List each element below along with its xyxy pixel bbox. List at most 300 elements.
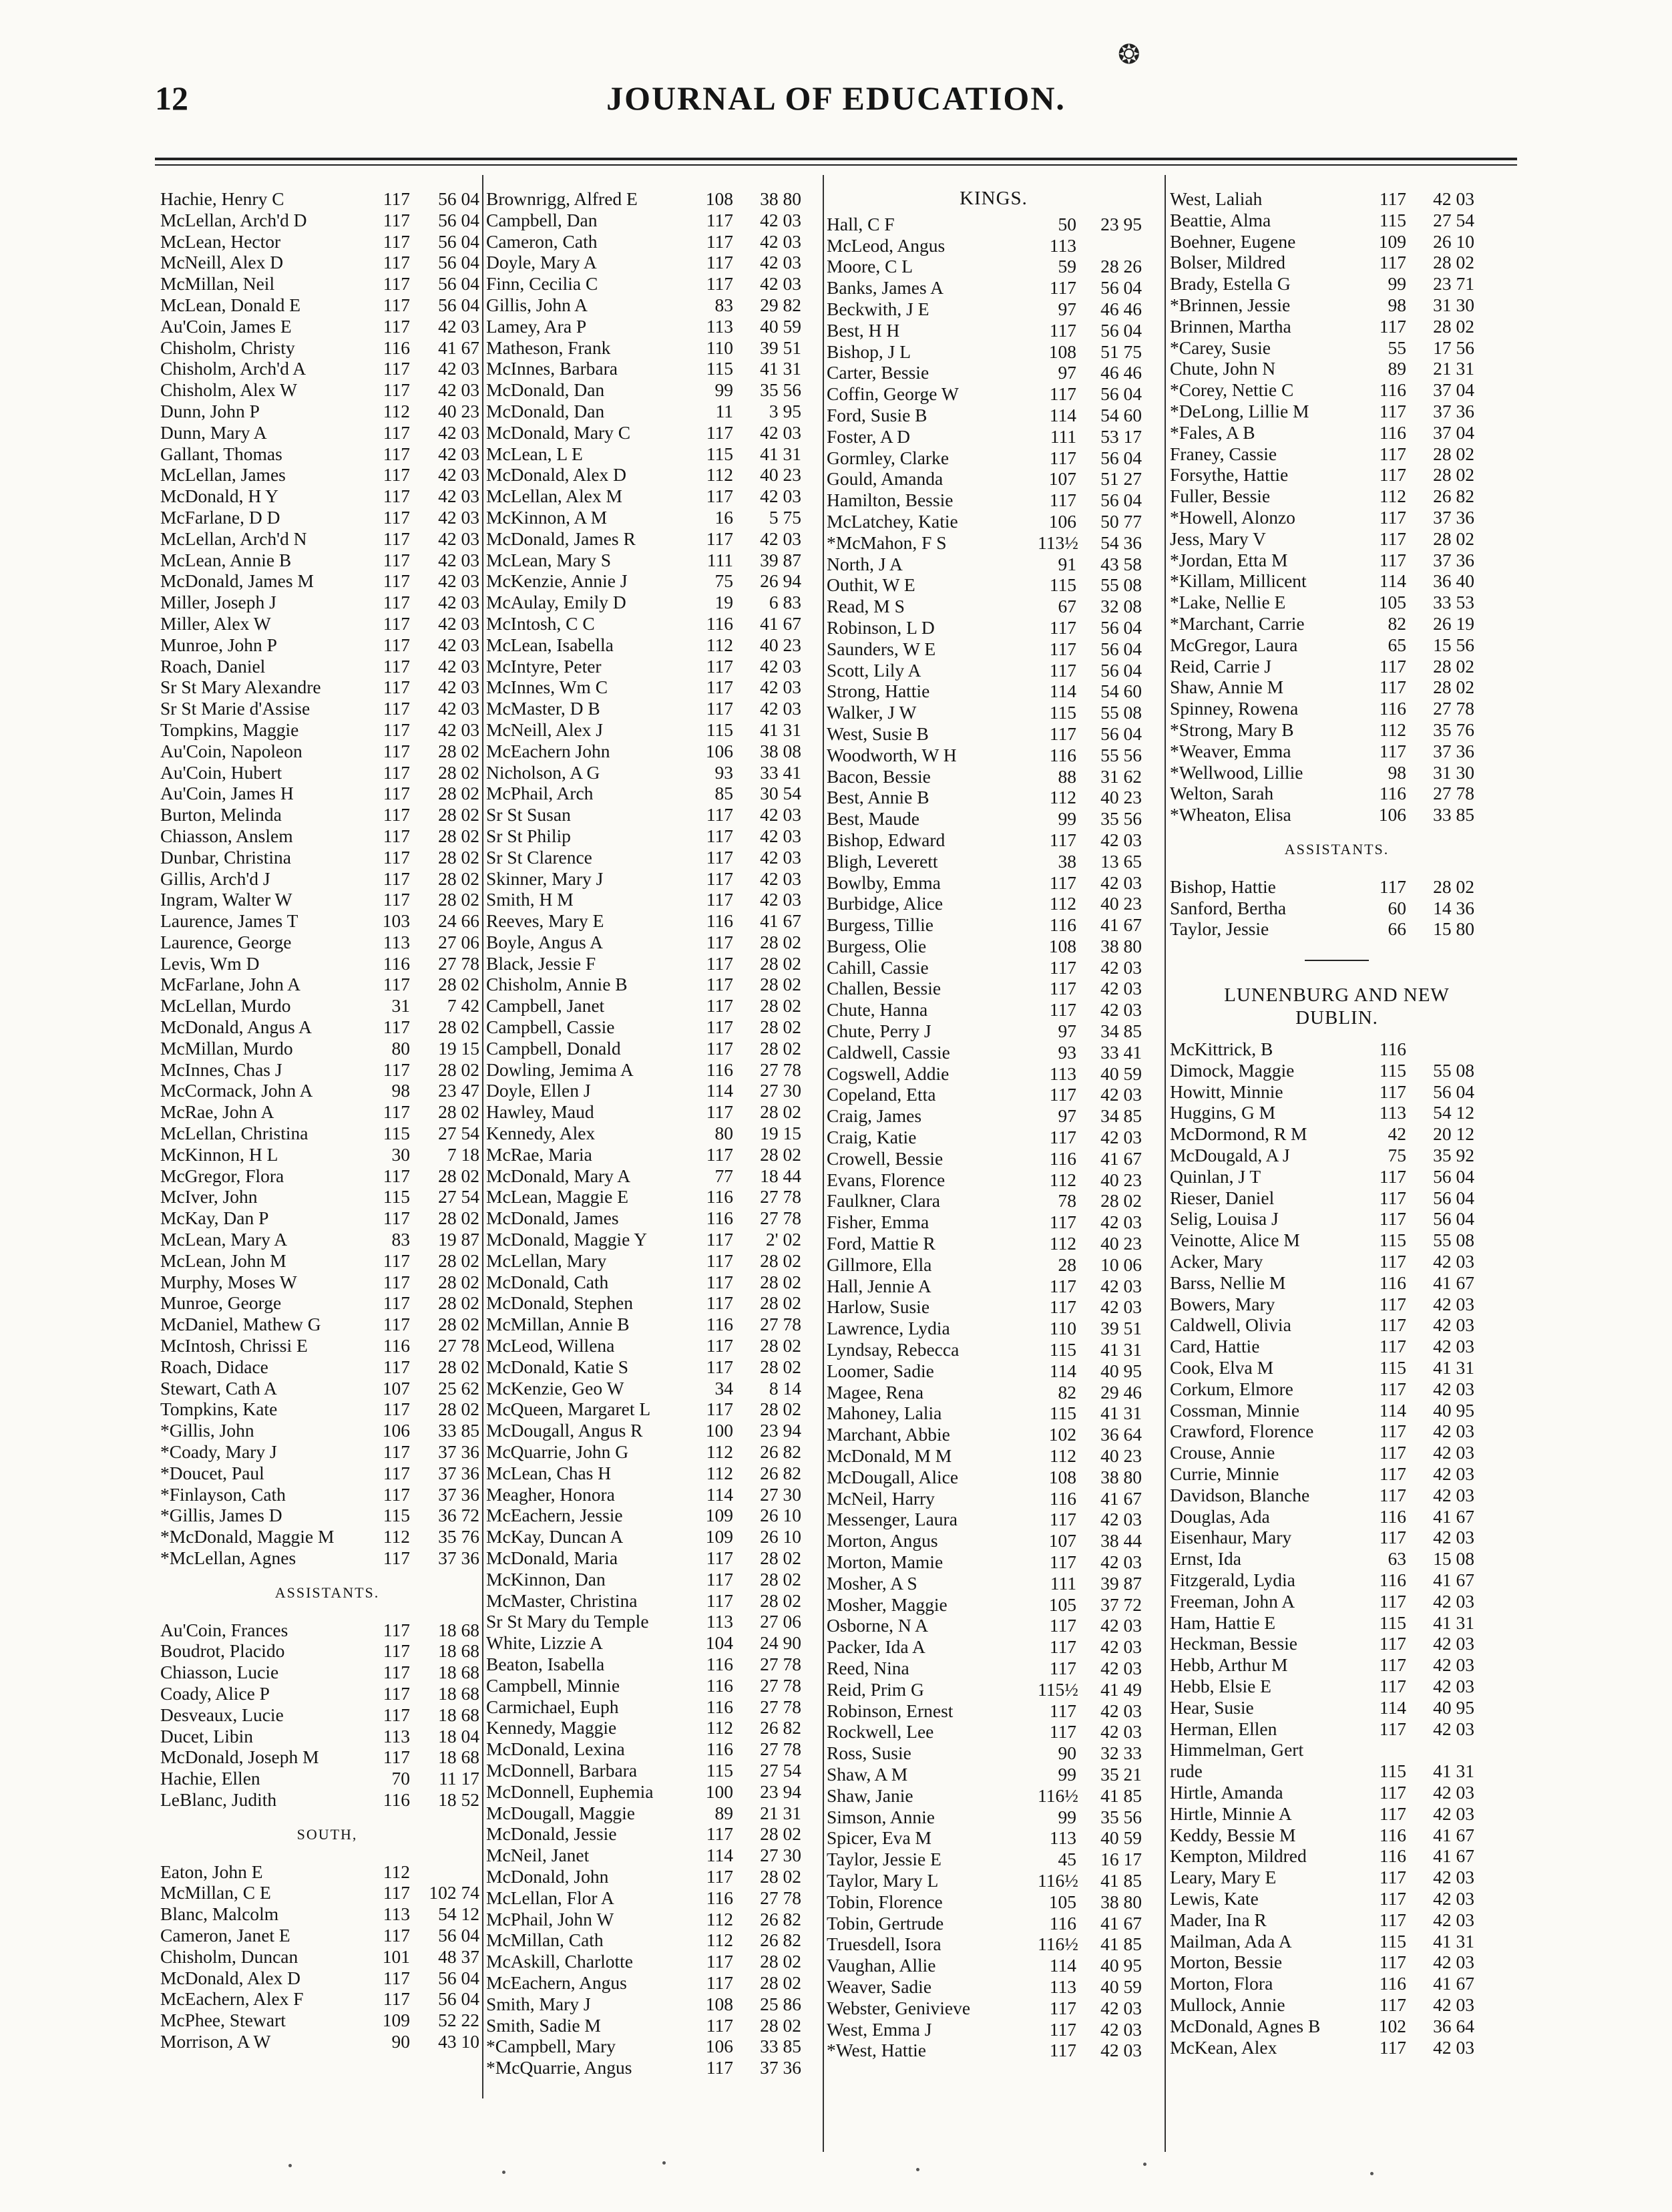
- entry-amount: 42 03: [1433, 1314, 1474, 1336]
- entry-days: 117: [706, 528, 733, 549]
- roll-entry: [160, 337, 494, 359]
- entry-name: Roach, Didace: [160, 1356, 268, 1377]
- entry-amount: 28 02: [438, 783, 479, 804]
- entry-days: 99: [1058, 1763, 1076, 1785]
- entry-amount: 28 26: [1100, 256, 1142, 277]
- entry-days: 117: [706, 1972, 733, 1993]
- roll-entry: [160, 401, 494, 422]
- roll-entry: [486, 316, 820, 337]
- roll-entry: [827, 1891, 1161, 1913]
- roll-entry: [486, 1484, 820, 1505]
- entry-name: Ernst, Ida: [1170, 1548, 1241, 1570]
- entry-amount: 27 78: [1433, 698, 1474, 719]
- roll-entry: [486, 1059, 820, 1081]
- roll-entry: [160, 953, 494, 974]
- entry-amount: 37 04: [1433, 421, 1474, 443]
- entry-amount: 42 03: [1433, 1527, 1474, 1548]
- roll-entry: [1170, 677, 1504, 698]
- entry-name: Brady, Estella G: [1170, 273, 1291, 295]
- entry-days: 117: [706, 486, 733, 507]
- county-heading-line: LUNENBURG AND NEW: [1224, 984, 1450, 1006]
- roll-entry: [486, 1845, 820, 1866]
- entry-name: Campbell, Janet: [486, 995, 605, 1017]
- roll-entry: [827, 1785, 1161, 1807]
- entry-days: 117: [1049, 2018, 1076, 2040]
- entry-amount: 56 04: [1100, 277, 1142, 299]
- entry-amount: 28 02: [760, 1865, 801, 1887]
- entry-days: 107: [1048, 1530, 1076, 1551]
- roll-entry: [1170, 1357, 1504, 1378]
- roll-entry: [1170, 528, 1504, 550]
- entry-amount: 15 08: [1433, 1548, 1474, 1570]
- entry-days: 106: [382, 1420, 410, 1441]
- entry-name: Miller, Joseph J: [160, 592, 276, 613]
- entry-name: McDonald, Mary A: [486, 1165, 631, 1186]
- entry-name: Mosher, Maggie: [827, 1594, 948, 1615]
- entry-days: 93: [714, 761, 733, 783]
- entry-amount: 42 03: [438, 358, 479, 379]
- entry-days: 117: [706, 2014, 733, 2036]
- entry-name: McDaniel, Mathew G: [160, 1314, 321, 1335]
- entry-name: McAskill, Charlotte: [486, 1951, 633, 1972]
- roll-entry: [486, 1441, 820, 1463]
- entry-days: 106: [1048, 510, 1076, 532]
- entry-amount: 40 59: [1100, 1976, 1142, 1997]
- entry-name: McPhee, Stewart: [160, 2010, 286, 2031]
- entry-days: 117: [706, 655, 733, 677]
- entry-name: *Gillis, James D: [160, 1505, 282, 1526]
- roll-entry: [827, 830, 1161, 851]
- roll-entry: [160, 847, 494, 868]
- entry-days: 117: [706, 952, 733, 974]
- entry-amount: 26 82: [760, 1929, 801, 1951]
- entry-days: 111: [1050, 425, 1076, 447]
- entry-days: 117: [706, 1143, 733, 1165]
- roll-entry: [486, 868, 820, 890]
- roll-entry: [1170, 783, 1504, 804]
- entry-days: 117: [1379, 1442, 1406, 1463]
- roll-entry: [1170, 443, 1504, 465]
- entry-name: Chute, John N: [1170, 358, 1276, 379]
- entry-amount: 40 23: [1100, 787, 1142, 808]
- entry-amount: 56 04: [438, 294, 479, 315]
- entry-days: 112: [1379, 486, 1406, 507]
- roll-entry: [160, 188, 494, 210]
- roll-entry: [827, 1594, 1161, 1616]
- roll-entry: [486, 804, 820, 825]
- entry-name: *Fales, A B: [1170, 421, 1255, 443]
- roll-entry: [160, 464, 494, 486]
- entry-amount: 26 10: [760, 1526, 801, 1547]
- roll-entry: [827, 1615, 1161, 1636]
- entry-name: McDonald, Katie S: [486, 1356, 629, 1377]
- roll-entry: [1170, 507, 1504, 528]
- entry-amount: 55 08: [1100, 702, 1142, 723]
- entry-days: 114: [1379, 1696, 1406, 1718]
- entry-amount: 48 37: [438, 1946, 479, 1967]
- entry-days: 112: [1049, 1169, 1076, 1190]
- entry-days: 98: [391, 1080, 410, 1101]
- entry-amount: 32 08: [1100, 596, 1142, 617]
- entry-amount: 32 33: [1100, 1742, 1142, 1764]
- entry-name: Au'Coin, Napoleon: [160, 740, 302, 761]
- entry-days: 116: [383, 1335, 410, 1356]
- entry-amount: 28 02: [1433, 464, 1474, 486]
- entry-days: 116: [383, 952, 410, 974]
- entry-name: Dowling, Jemima A: [486, 1059, 634, 1080]
- entry-name: Sr St Susan: [486, 804, 571, 825]
- entry-name: Mullock, Annie: [1170, 1994, 1285, 2015]
- entry-days: 117: [1379, 1314, 1406, 1336]
- entry-amount: 28 02: [760, 1823, 801, 1845]
- entry-days: 117: [383, 209, 410, 230]
- entry-name: Bacon, Bessie: [827, 765, 931, 787]
- entry-days: 75: [714, 570, 733, 592]
- roll-entry: [1170, 1102, 1504, 1123]
- entry-days: 117: [1049, 1212, 1076, 1233]
- roll-entry: [827, 596, 1161, 617]
- entry-days: 117: [1049, 277, 1076, 299]
- entry-name: McDonald, Maggie Y: [486, 1229, 648, 1250]
- roll-entry: [160, 719, 494, 741]
- entry-amount: 28 02: [438, 974, 479, 995]
- school-roll-list: [160, 188, 494, 1569]
- entry-days: 97: [1058, 1105, 1076, 1127]
- entry-name: Beaton, Isabella: [486, 1653, 605, 1674]
- entry-amount: 42 03: [1433, 1484, 1474, 1505]
- roll-entry: [160, 443, 494, 465]
- entry-amount: 8 14: [769, 1377, 801, 1399]
- entry-amount: 42 03: [760, 486, 801, 507]
- entry-days: 117: [706, 1590, 733, 1611]
- entry-name: Crouse, Annie: [1170, 1442, 1275, 1463]
- entry-days: 117: [383, 570, 410, 592]
- entry-days: 117: [1379, 252, 1406, 273]
- entry-days: 117: [706, 931, 733, 952]
- entry-days: 114: [1049, 1360, 1076, 1381]
- roll-entry: [827, 1148, 1161, 1169]
- entry-name: Brownrigg, Alfred E: [486, 188, 638, 209]
- entry-days: 117: [383, 1059, 410, 1080]
- entry-name: Banks, James A: [827, 277, 944, 299]
- entry-amount: 37 36: [760, 2057, 801, 2078]
- entry-days: 117: [383, 464, 410, 486]
- roll-entry: [1170, 1782, 1504, 1803]
- entry-name: Welton, Sarah: [1170, 783, 1274, 804]
- entry-name: Dunn, John P: [160, 400, 260, 421]
- roll-entry: [1170, 1867, 1504, 1888]
- roll-entry: [486, 1590, 820, 1612]
- roll-entry: [486, 507, 820, 528]
- entry-amount: 28 02: [438, 846, 479, 868]
- entry-amount: 56 04: [1100, 723, 1142, 744]
- roll-entry: [827, 1658, 1161, 1679]
- roll-entry: [827, 936, 1161, 957]
- roll-entry: [486, 719, 820, 741]
- roll-entry: [486, 1696, 820, 1718]
- roll-entry: [827, 872, 1161, 894]
- entry-amount: 42 03: [1433, 1293, 1474, 1314]
- roll-entry: [827, 447, 1161, 469]
- entry-days: 115: [1379, 1230, 1406, 1251]
- entry-name: McKittrick, B: [1170, 1039, 1273, 1060]
- roll-entry: [827, 914, 1161, 936]
- entry-days: 106: [705, 2036, 733, 2057]
- roll-entry: [160, 762, 494, 783]
- entry-amount: 56 04: [1433, 1187, 1474, 1208]
- roll-entry: [827, 1849, 1161, 1870]
- entry-name: *Finlayson, Cath: [160, 1483, 286, 1505]
- entry-days: 117: [1049, 978, 1076, 999]
- entry-name: Laurence, George: [160, 931, 292, 952]
- entry-amount: 42 03: [1100, 956, 1142, 978]
- entry-days: 117: [706, 209, 733, 230]
- entry-amount: 38 44: [1100, 1530, 1142, 1551]
- entry-name: McDonald, Alex D: [486, 464, 627, 486]
- entry-name: *McLellan, Agnes: [160, 1547, 296, 1568]
- entry-days: 99: [714, 379, 733, 401]
- entry-amount: 28 02: [438, 804, 479, 825]
- entry-amount: 40 23: [1100, 1169, 1142, 1190]
- column-divider: [823, 175, 824, 2152]
- entry-name: Boehner, Eugene: [1170, 230, 1296, 252]
- roll-entry: [1170, 1718, 1504, 1740]
- entry-days: 50: [1058, 213, 1076, 234]
- entry-days: 117: [383, 1208, 410, 1229]
- entry-days: 116: [1379, 1570, 1406, 1591]
- entry-name: *McMahon, F S: [827, 532, 947, 553]
- roll-entry: [160, 1229, 494, 1250]
- school-roll-list: [1170, 188, 1504, 825]
- entry-days: 117: [1379, 1909, 1406, 1930]
- entry-days: 55: [1388, 337, 1406, 358]
- roll-entry: [160, 550, 494, 571]
- entry-days: 80: [391, 1037, 410, 1059]
- entry-amount: 42 03: [1100, 1615, 1142, 1636]
- entry-amount: 31 62: [1100, 765, 1142, 787]
- entry-name: Cogswell, Addie: [827, 1063, 950, 1084]
- entry-days: 116: [706, 1738, 733, 1760]
- entry-name: McDonald, Dan: [486, 400, 605, 421]
- entry-amount: 42 03: [1433, 1887, 1474, 1909]
- entry-name: Hebb, Elsie E: [1170, 1676, 1271, 1696]
- roll-entry: [827, 978, 1161, 999]
- entry-days: 117: [1049, 638, 1076, 659]
- entry-days: 113: [1049, 234, 1076, 256]
- entry-amount: 27 06: [760, 1611, 801, 1632]
- roll-entry: [160, 910, 494, 932]
- column-2: [486, 188, 820, 2078]
- entry-name: Caldwell, Olivia: [1170, 1314, 1291, 1336]
- entry-name: Campbell, Minnie: [486, 1674, 620, 1696]
- entry-amount: 30 54: [760, 783, 801, 804]
- entry-amount: 41 31: [760, 358, 801, 379]
- entry-amount: 42 03: [438, 698, 479, 719]
- entry-amount: 23 71: [1433, 273, 1474, 295]
- roll-entry: [160, 1547, 494, 1569]
- entry-days: 117: [706, 1568, 733, 1590]
- entry-name: Hachie, Ellen: [160, 1768, 260, 1789]
- entry-amount: 55 08: [1433, 1230, 1474, 1251]
- roll-entry: [827, 1021, 1161, 1042]
- entry-name: Foster, A D: [827, 425, 910, 447]
- entry-days: 88: [1058, 765, 1076, 787]
- entry-name: Smith, Mary J: [486, 1993, 591, 2014]
- entry-name: *McQuarrie, Angus: [486, 2057, 632, 2078]
- roll-entry: [1170, 1272, 1504, 1294]
- roll-entry: [827, 256, 1161, 277]
- entry-amount: 42 03: [438, 677, 479, 698]
- roll-entry: [827, 1424, 1161, 1445]
- entry-name: Howitt, Minnie: [1170, 1081, 1283, 1102]
- entry-amount: 28 02: [760, 974, 801, 995]
- entry-amount: 37 72: [1100, 1594, 1142, 1615]
- entry-days: 117: [706, 995, 733, 1017]
- entry-days: 117: [383, 974, 410, 995]
- roll-entry: [1170, 1463, 1504, 1485]
- entry-name: McKay, Duncan A: [486, 1526, 624, 1547]
- entry-days: 117: [1379, 1887, 1406, 1909]
- roll-entry: [160, 1080, 494, 1101]
- entry-days: 110: [706, 337, 733, 358]
- entry-days: 116: [706, 1186, 733, 1208]
- roll-entry: [486, 1611, 820, 1632]
- entry-amount: 41 31: [1100, 1339, 1142, 1360]
- entry-amount: 40 59: [760, 315, 801, 337]
- entry-amount: 42 03: [438, 592, 479, 613]
- entry-name: Meagher, Honora: [486, 1483, 615, 1505]
- entry-name: Sr St Mary Alexandre: [160, 677, 321, 698]
- roll-entry: [827, 1296, 1161, 1318]
- roll-entry: [1170, 876, 1504, 898]
- entry-days: 112: [1049, 787, 1076, 808]
- entry-days: 117: [383, 1483, 410, 1505]
- entry-days: 65: [1388, 634, 1406, 655]
- assistants-list: [160, 1620, 494, 1811]
- entry-name: McLean, John M: [160, 1250, 286, 1271]
- entry-days: 102: [1378, 2015, 1406, 2036]
- entry-days: 117: [383, 1314, 410, 1335]
- entry-days: 89: [1388, 358, 1406, 379]
- roll-entry: [160, 1059, 494, 1081]
- entry-name: McDonald, Stephen: [486, 1292, 633, 1314]
- entry-days: 117: [383, 1017, 410, 1038]
- roll-entry: [160, 316, 494, 337]
- entry-amount: 38 80: [1100, 1466, 1142, 1487]
- roll-entry: [486, 379, 820, 401]
- entry-days: 117: [383, 1988, 410, 2010]
- entry-name: Challen, Bessie: [827, 978, 942, 999]
- roll-entry: [486, 656, 820, 677]
- roll-entry: [1170, 1506, 1504, 1527]
- entry-name: Dunbar, Christina: [160, 846, 291, 868]
- roll-entry: [827, 1169, 1161, 1191]
- roll-entry: [160, 1988, 494, 2010]
- entry-amount: 41 67: [1433, 1973, 1474, 1994]
- roll-entry: [160, 1746, 494, 1768]
- entry-amount: 42 03: [1100, 1212, 1142, 1233]
- entry-amount: 42 03: [438, 549, 479, 570]
- roll-entry: [827, 383, 1161, 405]
- roll-entry: [486, 783, 820, 804]
- entry-amount: 42 03: [1433, 1676, 1474, 1696]
- entry-amount: 56 04: [1433, 1165, 1474, 1187]
- roll-entry: [827, 1998, 1161, 2019]
- entry-days: 70: [391, 1768, 410, 1789]
- entry-days: 117: [383, 698, 410, 719]
- entry-name: Moore, C L: [827, 256, 913, 277]
- entry-amount: 27 30: [760, 1483, 801, 1505]
- entry-name: Skinner, Mary J: [486, 868, 604, 889]
- roll-entry: [160, 1420, 494, 1441]
- entry-name: McLellan, Christina: [160, 1123, 308, 1144]
- roll-entry: [827, 1233, 1161, 1254]
- entry-name: McInnes, Chas J: [160, 1059, 282, 1080]
- entry-name: Bowlby, Emma: [827, 872, 941, 893]
- entry-days: 34: [714, 1377, 733, 1399]
- entry-name: Tompkins, Kate: [160, 1399, 278, 1420]
- entry-days: 115: [383, 1186, 410, 1208]
- roll-entry: [827, 1807, 1161, 1828]
- roll-entry: [827, 1636, 1161, 1658]
- entry-name: McDonald, Angus A: [160, 1017, 312, 1038]
- entry-days: 117: [706, 1823, 733, 1845]
- entry-days: 117: [1379, 876, 1406, 897]
- roll-entry: [1170, 550, 1504, 571]
- entry-amount: 102 74: [429, 1882, 479, 1903]
- entry-name: McMillan, Annie B: [486, 1314, 630, 1335]
- roll-entry: [827, 702, 1161, 723]
- entry-amount: 35 56: [760, 379, 801, 401]
- entry-amount: 41 31: [760, 443, 801, 464]
- entry-name: Mahoney, Lalia: [827, 1403, 942, 1424]
- entry-amount: 42 03: [760, 209, 801, 230]
- entry-name: Chisholm, Duncan: [160, 1946, 298, 1967]
- entry-amount: 42 03: [1100, 2018, 1142, 2040]
- entry-amount: 11 17: [439, 1768, 479, 1789]
- entry-days: 90: [1058, 1742, 1076, 1764]
- roll-entry: [160, 295, 494, 316]
- roll-entry: [486, 1929, 820, 1951]
- entry-name: Cahill, Cassie: [827, 956, 929, 978]
- roll-entry: [827, 1913, 1161, 1934]
- entry-amount: 42 03: [760, 846, 801, 868]
- entry-name: McDonald, M M: [827, 1445, 952, 1467]
- roll-entry: [1170, 719, 1504, 741]
- entry-amount: 28 02: [438, 1250, 479, 1271]
- entry-amount: 18 68: [438, 1704, 479, 1725]
- entry-amount: 42 03: [1433, 1909, 1474, 1930]
- entry-amount: 56 04: [438, 1967, 479, 1988]
- roll-entry: [827, 660, 1161, 681]
- roll-entry: [827, 532, 1161, 554]
- entry-amount: 42 03: [1433, 188, 1474, 209]
- entry-name: Finn, Cecilia C: [486, 273, 598, 295]
- entry-amount: 42 03: [1100, 978, 1142, 999]
- entry-amount: 41 67: [760, 910, 801, 932]
- entry-days: 108: [1048, 1466, 1076, 1487]
- entry-days: 116: [706, 612, 733, 634]
- entry-amount: 33 85: [438, 1420, 479, 1441]
- entry-amount: 35 21: [1100, 1763, 1142, 1785]
- roll-entry: [827, 277, 1161, 299]
- roll-entry: [160, 379, 494, 401]
- entry-days: 83: [391, 1229, 410, 1250]
- roll-entry: [160, 1505, 494, 1526]
- roll-entry: [1170, 486, 1504, 507]
- entry-days: 82: [1388, 612, 1406, 634]
- entry-amount: 42 03: [1433, 1867, 1474, 1888]
